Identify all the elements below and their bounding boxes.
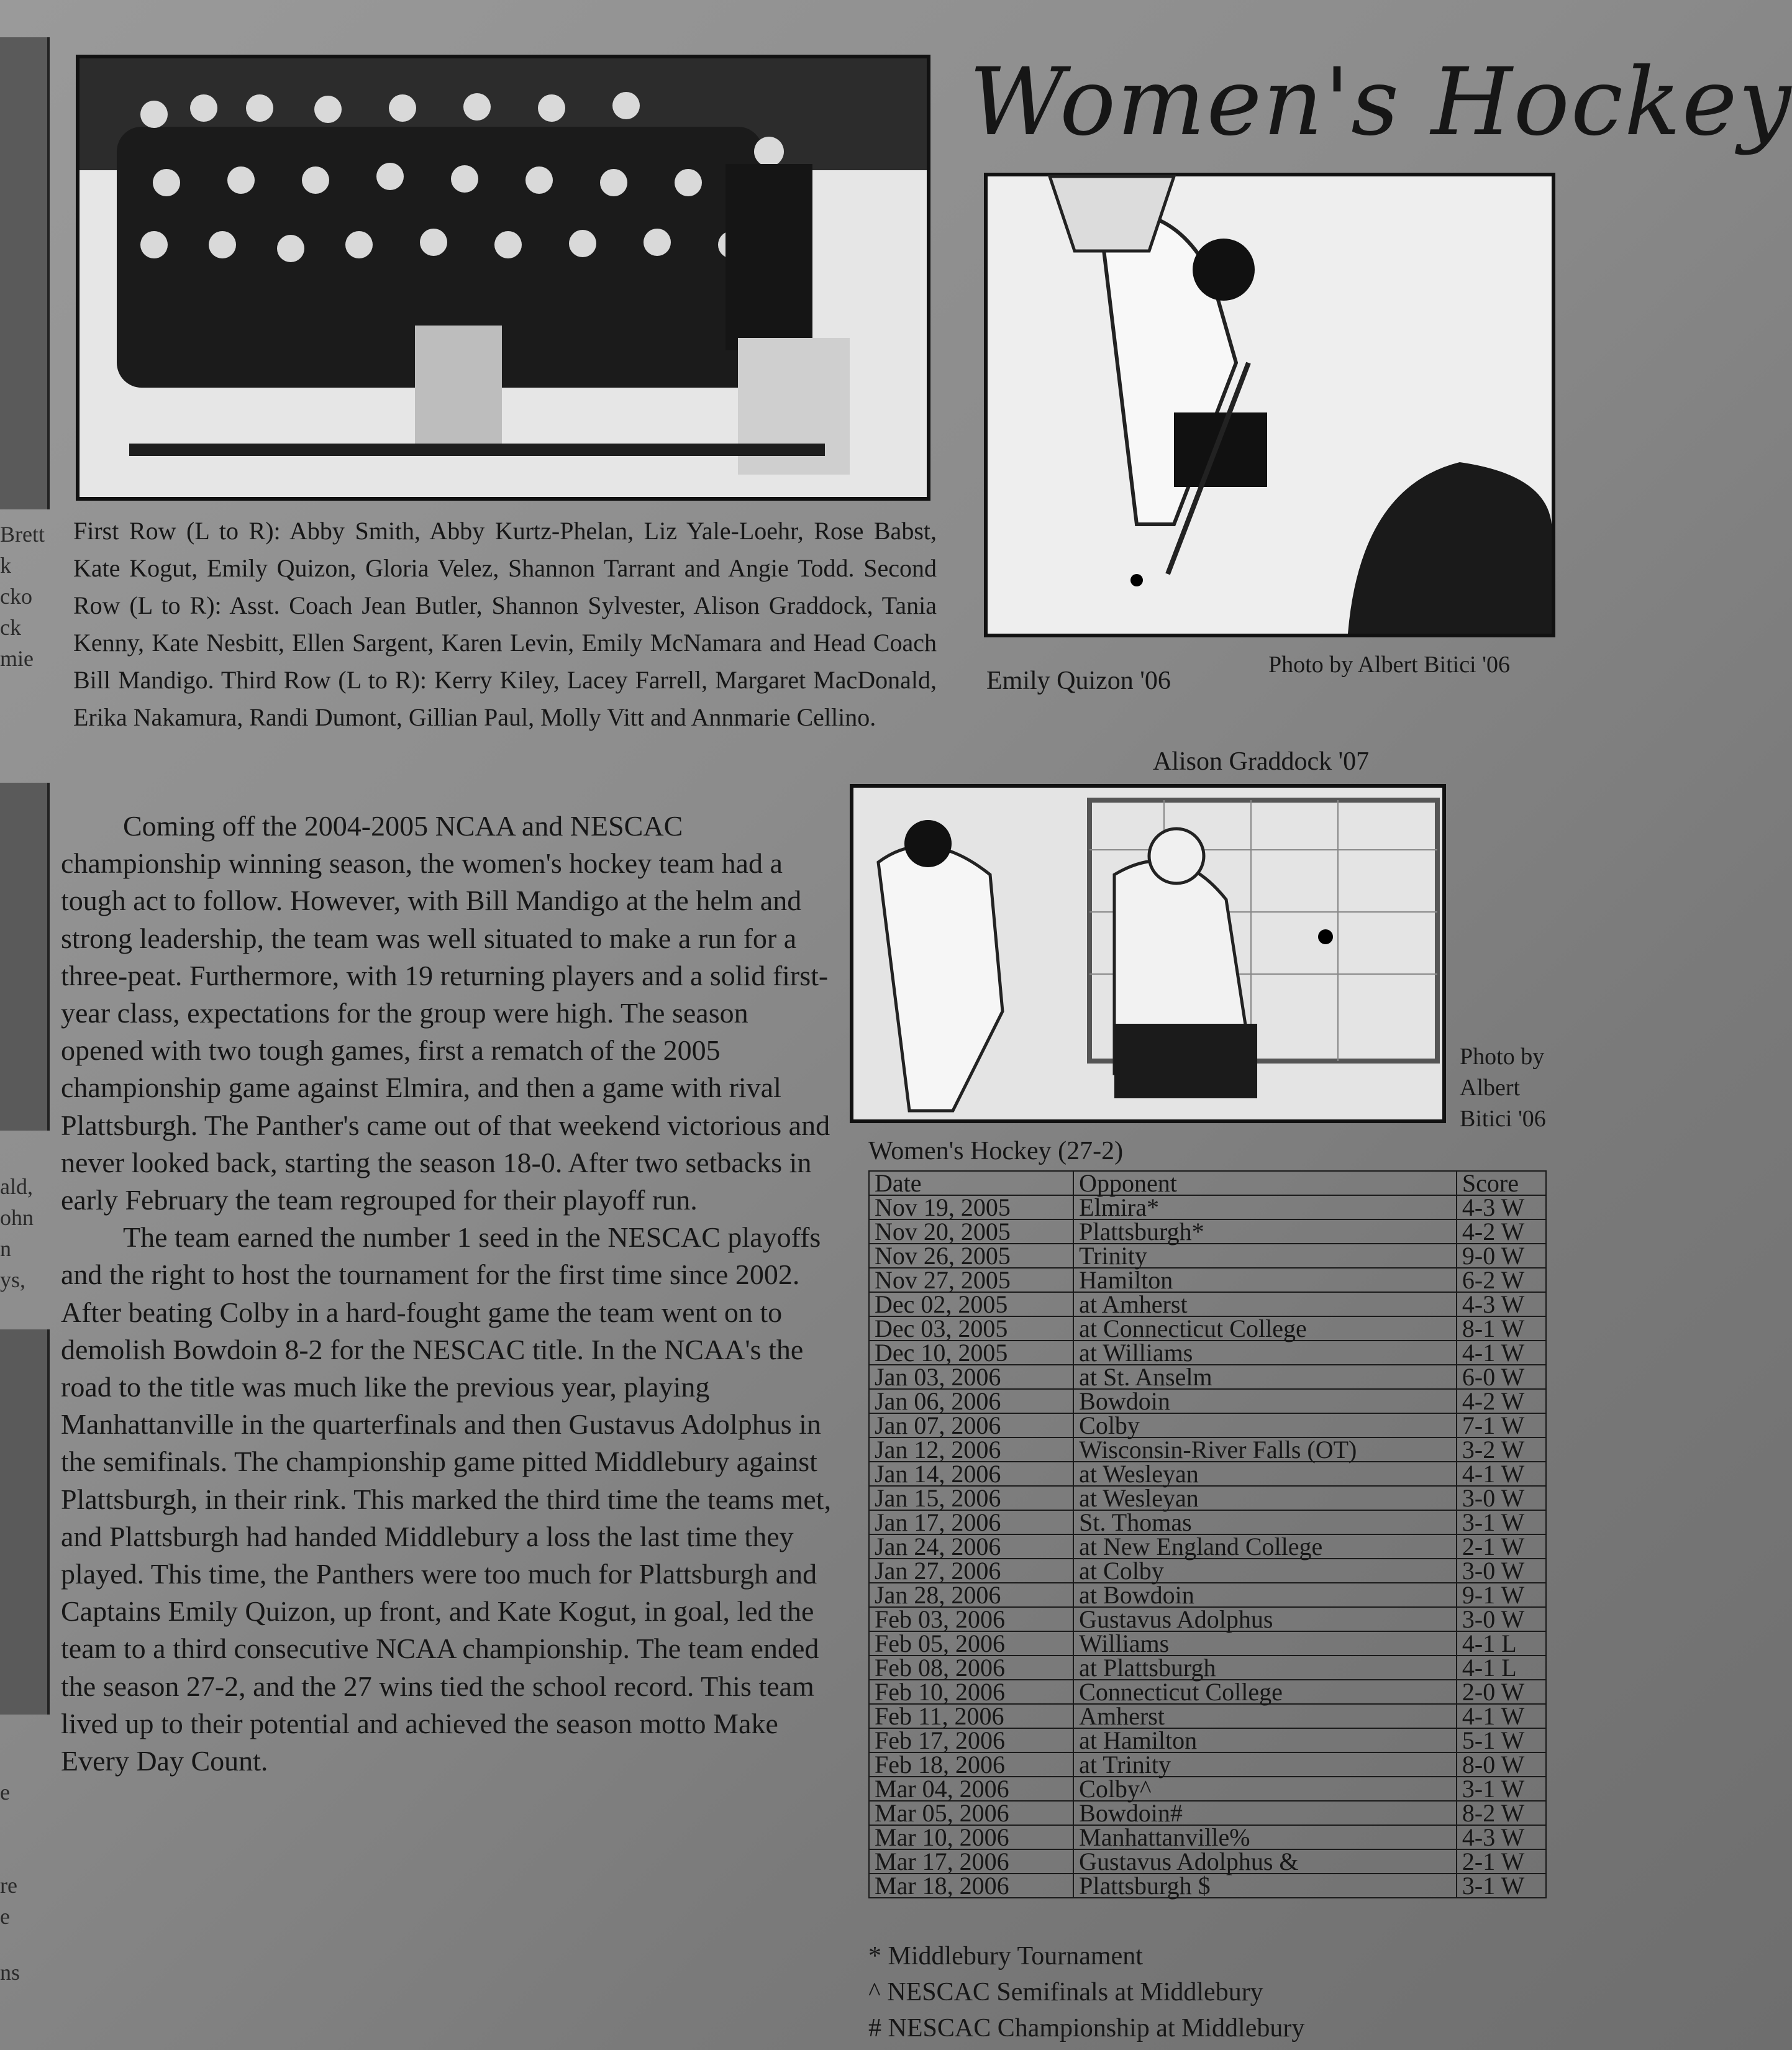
adjacent-page-photo-bottom <box>0 1329 50 1715</box>
schedule-header-row <box>869 1171 1546 1195</box>
game-score: 8-0 W <box>1457 1752 1546 1777</box>
table-row <box>869 1680 1546 1704</box>
photo-2-credit: Photo by Albert Bitici '06 <box>1460 1044 1546 1132</box>
game-score: 4-2 W <box>1457 1389 1546 1413</box>
photo-1-credit: Photo by Albert Bitici '06 <box>1268 652 1510 678</box>
game-score: 4-1 L <box>1457 1656 1546 1680</box>
photo-2-player-name: Alison Graddock '07 <box>1153 747 1370 776</box>
table-row <box>869 1219 1546 1244</box>
game-opponent: Colby <box>1073 1413 1457 1437</box>
team-photo-caption: First Row (L to R): Abby Smith, Abby Kurtz-Phelan, Liz Yale-Loehr, Rose Babst, Kate Kogut, Emily Quizon, Gloria Velez, Shannon Tarrant and Angie Todd. Second Row (L to R): Asst. Coach Jean Butler, Shannon Sylvester, Alison Graddock, Tania Kenny, Kate Nesbitt, Ellen Sargent, Karen Levin, Emily McNamara and Head Coach Bill Mandigo. Third Row (L to R): Kerry Kiley, Lacey Farrell, Margaret MacDonald, Erika Nakamura, Randi Dumont, Gillian Paul, Molly Vitt and Annmarie Cellino. <box>73 517 937 731</box>
action-photo-alison-graddock <box>850 784 1446 1123</box>
game-opponent: Gustavus Adolphus & <box>1073 1849 1457 1874</box>
game-date: Feb 18, 2006 <box>869 1752 1073 1777</box>
action-photo-2-illustration <box>853 788 1442 1119</box>
game-opponent: Bowdoin <box>1073 1389 1457 1413</box>
game-date: Jan 17, 2006 <box>869 1510 1073 1534</box>
game-date: Feb 17, 2006 <box>869 1728 1073 1752</box>
game-date: Mar 10, 2006 <box>869 1825 1073 1849</box>
game-opponent: Plattsburgh* <box>1073 1219 1457 1244</box>
schedule-title: Women's Hockey (27-2) <box>868 1137 1124 1165</box>
table-row <box>869 1341 1546 1365</box>
game-date: Nov 19, 2005 <box>869 1195 1073 1219</box>
game-opponent: Plattsburgh $ <box>1073 1874 1457 1898</box>
game-score: 2-1 W <box>1457 1849 1546 1874</box>
game-score: 4-1 W <box>1457 1462 1546 1486</box>
game-opponent: at St. Anselm <box>1073 1365 1457 1389</box>
game-score: 4-1 L <box>1457 1631 1546 1656</box>
action-photo-emily-quizon <box>984 173 1555 637</box>
game-opponent: St. Thomas <box>1073 1510 1457 1534</box>
game-date: Jan 27, 2006 <box>869 1559 1073 1583</box>
table-row <box>869 1534 1546 1559</box>
game-score: 3-1 W <box>1457 1510 1546 1534</box>
game-date: Jan 28, 2006 <box>869 1583 1073 1607</box>
game-score: 3-1 W <box>1457 1874 1546 1898</box>
game-date: Jan 14, 2006 <box>869 1462 1073 1486</box>
table-row <box>869 1462 1546 1486</box>
game-date: Mar 04, 2006 <box>869 1777 1073 1801</box>
page-title: Women's Hockey <box>969 48 1792 157</box>
schedule-body <box>869 1195 1546 1898</box>
game-opponent: Amherst <box>1073 1704 1457 1728</box>
game-date: Mar 18, 2006 <box>869 1874 1073 1898</box>
header-score: Score <box>1457 1171 1546 1195</box>
footnote-nescac-championship: # NESCAC Championship at Middlebury <box>868 2014 1305 2043</box>
game-score: 3-0 W <box>1457 1607 1546 1631</box>
game-date: Jan 12, 2006 <box>869 1437 1073 1462</box>
table-row <box>869 1244 1546 1268</box>
game-date: Jan 15, 2006 <box>869 1486 1073 1510</box>
header-date: Date <box>869 1171 1073 1195</box>
game-score: 3-2 W <box>1457 1437 1546 1462</box>
game-opponent: Connecticut College <box>1073 1680 1457 1704</box>
game-date: Dec 02, 2005 <box>869 1292 1073 1316</box>
game-score: 4-3 W <box>1457 1195 1546 1219</box>
game-score: 8-2 W <box>1457 1801 1546 1825</box>
game-date: Dec 10, 2005 <box>869 1341 1073 1365</box>
game-opponent: Bowdoin# <box>1073 1801 1457 1825</box>
adjacent-page-text-2: ald, ohn n ys, <box>0 1174 34 1292</box>
game-date: Mar 05, 2006 <box>869 1801 1073 1825</box>
table-row <box>869 1728 1546 1752</box>
table-row <box>869 1849 1546 1874</box>
game-opponent: at Connecticut College <box>1073 1316 1457 1341</box>
table-row <box>869 1631 1546 1656</box>
game-score: 8-1 W <box>1457 1316 1546 1341</box>
adjacent-page-text-1: Brett k cko ck mie <box>0 522 45 671</box>
photo-1-player-name: Emily Quizon '06 <box>986 667 1171 695</box>
game-date: Jan 24, 2006 <box>869 1534 1073 1559</box>
table-row <box>869 1413 1546 1437</box>
game-date: Feb 11, 2006 <box>869 1704 1073 1728</box>
game-opponent: Trinity <box>1073 1244 1457 1268</box>
header-opponent: Opponent <box>1073 1171 1457 1195</box>
game-opponent: at Colby <box>1073 1559 1457 1583</box>
game-score: 3-1 W <box>1457 1777 1546 1801</box>
game-score: 4-3 W <box>1457 1292 1546 1316</box>
game-score: 4-3 W <box>1457 1825 1546 1849</box>
game-score: 3-0 W <box>1457 1486 1546 1510</box>
game-score: 4-2 W <box>1457 1219 1546 1244</box>
game-date: Nov 26, 2005 <box>869 1244 1073 1268</box>
table-row <box>869 1292 1546 1316</box>
game-date: Feb 03, 2006 <box>869 1607 1073 1631</box>
team-photo-illustration <box>80 58 927 497</box>
adjacent-page-photo-middle <box>0 783 50 1131</box>
game-date: Mar 17, 2006 <box>869 1849 1073 1874</box>
game-score: 6-0 W <box>1457 1365 1546 1389</box>
game-date: Dec 03, 2005 <box>869 1316 1073 1341</box>
schedule-footnotes <box>868 1938 1304 2046</box>
game-opponent: at Wesleyan <box>1073 1462 1457 1486</box>
schedule-table <box>868 1170 1547 1898</box>
table-row <box>869 1656 1546 1680</box>
game-opponent: Wisconsin-River Falls (OT) <box>1073 1437 1457 1462</box>
table-row <box>869 1389 1546 1413</box>
game-date: Jan 06, 2006 <box>869 1389 1073 1413</box>
game-opponent: at Amherst <box>1073 1292 1457 1316</box>
adjacent-page-text-3: e re e ns <box>0 1780 20 1985</box>
game-opponent: at Williams <box>1073 1341 1457 1365</box>
table-row <box>869 1510 1546 1534</box>
team-photo <box>76 55 930 501</box>
game-opponent: at New England College <box>1073 1534 1457 1559</box>
footnote-nescac-semifinals: ^ NESCAC Semifinals at Middlebury <box>868 1978 1263 2007</box>
game-opponent: Colby^ <box>1073 1777 1457 1801</box>
game-opponent: at Hamilton <box>1073 1728 1457 1752</box>
game-opponent: Manhattanville% <box>1073 1825 1457 1849</box>
game-score: 4-1 W <box>1457 1341 1546 1365</box>
story-paragraph-2: The team earned the number 1 seed in the NESCAC playoffs and the right to host the tournament for the first time since 2002. After beating Colby in a hard-fought game the team went on to demolish Bowdoin 8-2 for the NESCAC title. In the NCAA's the road to the title was much like the previous year, playing Manhattanville in the quarterfinals and then Gustavus Adolphus in the semifinals. The championship game pitted Middlebury against Plattsburgh, in their rink. This marked the third time the teams met, and Plattsburgh had handed Middlebury a loss the last time they played. This time, the Panthers were too much for Plattsburgh and Captains Emily Quizon, up front, and Kate Kogut, in goal, led the team to a third consecutive NCAA championship. The team ended the season 27-2, and the 27 wins tied the school record. This team lived up to their potential and achieved the season motto Make Every Day Count. <box>61 1221 832 1777</box>
game-date: Feb 10, 2006 <box>869 1680 1073 1704</box>
game-score: 9-1 W <box>1457 1583 1546 1607</box>
table-row <box>869 1437 1546 1462</box>
table-row <box>869 1316 1546 1341</box>
game-score: 2-1 W <box>1457 1534 1546 1559</box>
table-row <box>869 1752 1546 1777</box>
table-row <box>869 1801 1546 1825</box>
action-photo-1-illustration <box>988 176 1552 634</box>
table-row <box>869 1486 1546 1510</box>
table-row <box>869 1874 1546 1898</box>
game-opponent: Elmira* <box>1073 1195 1457 1219</box>
table-row <box>869 1825 1546 1849</box>
season-story <box>61 808 837 1780</box>
game-score: 7-1 W <box>1457 1413 1546 1437</box>
game-score: 2-0 W <box>1457 1680 1546 1704</box>
game-opponent: at Bowdoin <box>1073 1583 1457 1607</box>
game-opponent: at Wesleyan <box>1073 1486 1457 1510</box>
game-score: 4-1 W <box>1457 1704 1546 1728</box>
table-row <box>869 1704 1546 1728</box>
table-row <box>869 1607 1546 1631</box>
game-date: Nov 20, 2005 <box>869 1219 1073 1244</box>
game-opponent: at Plattsburgh <box>1073 1656 1457 1680</box>
game-date: Jan 07, 2006 <box>869 1413 1073 1437</box>
table-row <box>869 1365 1546 1389</box>
game-date: Feb 05, 2006 <box>869 1631 1073 1656</box>
game-score: 9-0 W <box>1457 1244 1546 1268</box>
game-opponent: Gustavus Adolphus <box>1073 1607 1457 1631</box>
game-opponent: Williams <box>1073 1631 1457 1656</box>
game-date: Jan 03, 2006 <box>869 1365 1073 1389</box>
game-date: Feb 08, 2006 <box>869 1656 1073 1680</box>
story-paragraph-1: Coming off the 2004-2005 NCAA and NESCAC championship winning season, the women's hockey team had a tough act to follow. However, with Bill Mandigo at the helm and strong leadership, the team was well situated to make a run for a three-peat. Furthermore, with 19 returning players and a solid first-year class, expectations for the group were high. The season opened with two tough games, first a rematch of the 2005 championship game against Elmira, and then a game with rival Plattsburgh. The Panther's came out of that weekend victorious and never looked back, starting the season 18-0. After two setbacks in early February the team regrouped for their playoff run. <box>61 810 830 1216</box>
game-score: 5-1 W <box>1457 1728 1546 1752</box>
table-row <box>869 1583 1546 1607</box>
adjacent-page-photo-top <box>0 37 50 509</box>
footnote-middlebury-tournament: * Middlebury Tournament <box>868 1942 1143 1970</box>
table-row <box>869 1195 1546 1219</box>
table-row <box>869 1559 1546 1583</box>
game-opponent: at Trinity <box>1073 1752 1457 1777</box>
table-row <box>869 1268 1546 1292</box>
game-score: 3-0 W <box>1457 1559 1546 1583</box>
table-row <box>869 1777 1546 1801</box>
game-opponent: Hamilton <box>1073 1268 1457 1292</box>
game-score: 6-2 W <box>1457 1268 1546 1292</box>
game-date: Nov 27, 2005 <box>869 1268 1073 1292</box>
